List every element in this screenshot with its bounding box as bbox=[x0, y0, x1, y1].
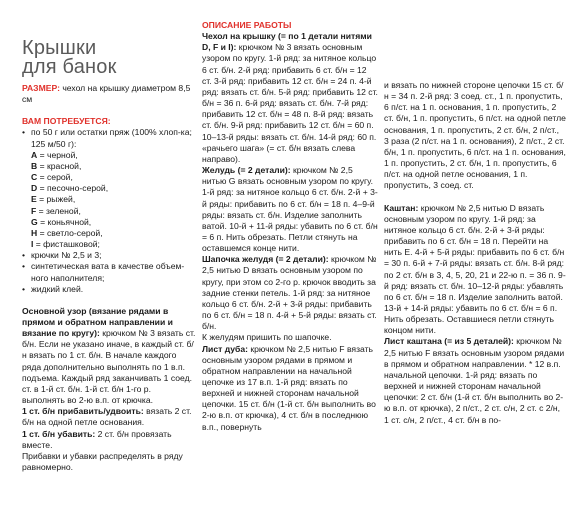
oak-leaf-paragraph bbox=[202, 344, 378, 433]
basic-pattern-text: крючком № 3 вязать ст. б/н. Если не указано иначе, в каждый ст. б/н вязать по 1 ст. б/н. В начале каждого ряда дополнительно выполнять по 1 в.п. подъема. Каждый ряд заканчивать 1 соед. ст. в 1-й ст. б/н. 1-й ст. б/н 1-го р. выполнять во 2-ю в.п. от крючка. bbox=[22, 328, 196, 406]
size-text: чехол на крышку диаметром 8,5 см bbox=[22, 83, 191, 105]
chestnut-leaf-text: крючком № 2,5 нитью F вязать основным узором рядами в прямом и обратном направлении. * 12 в.п. начальной цепочки. 1-й ряд: вязать по верхней и нижней сторонам начальной цепочки: 2 ст. б/н (1-й ст. б/н выполнить во 2-ю в.п. от крючка), 2 п/ст., 2 ст. с/н, 2 ст. с 2/н, 1 ст. с/н, 2 п/ст., 4 ст. б/н в по- bbox=[384, 336, 565, 425]
oak-leaf-title: Лист дуба: bbox=[202, 343, 248, 354]
basic-pattern-paragraph bbox=[22, 306, 196, 406]
color-item: H = светло-серой, bbox=[31, 227, 103, 238]
chestnut-leaf-paragraph bbox=[384, 336, 566, 425]
color-item: E = рыжей, bbox=[31, 194, 76, 205]
acorn-title: Желудь (= 2 детали): bbox=[202, 165, 291, 176]
decrease-title: 1 ст. б/н убавить: bbox=[22, 428, 96, 439]
color-item: I = фисташковой; bbox=[31, 239, 100, 250]
chestnut-text: крючком № 2,5 нитью D вязать основным узором по кругу. 1-й ряд: за нитяное кольцо 6 ст. б/н. 2-й + 3-й ряды: прибавить по 6 ст. б/н = 18 п. Перейти на нить E. 4-й + 5-й ряды: прибавить по 6 ст. б/н = 30 п. 6-й + 7-й ряды: вязать ст. б/н. 8-й ряд: по 2 ст. б/н в 3, 4, 5, 20, 21 и 22-ю п. = 36 п. 9-й ряд: вязать ст. б/н. 10–12-й ряды: убавлять по 6 ст. б/н = 18 п. Изделие заполнить ватой. 13-й + 14-й ряды: убавить по 6 ст. б/н = 6 п. Нить обрезать. Оставшиеся петли стянуть концом нити. bbox=[384, 202, 566, 336]
work-description-heading: ОПИСАНИЕ РАБОТЫ bbox=[202, 20, 292, 30]
cap-text: крючком № 2,5 нитью D вязать основным узором по кругу, при этом со 2-го р. крючок вводить за задние стенки петель. 1-й ряд: за нитяное кольцо 6 ст. б/н. 2-й + 3-й ряды: прибавить по 6 ст. б/н = 18 п. 4-й + 5-й ряды: вязать ст. б/н. bbox=[202, 254, 377, 332]
materials-yarn-item: • по 50 г или остатки пряж (100% хлоп-ка; 125 м/50 г): bbox=[22, 127, 196, 149]
color-item: B = красной, bbox=[31, 160, 82, 171]
cap-paragraph bbox=[202, 254, 378, 332]
oak-leaf-continuation: и вязать по нижней стороне цепочки 15 ст. б/н = 34 п. 2-й ряд: 3 соед. ст., 1 п. пропустить, 6 п/ст. на 1 п. основания, 1 п. пропустить, 2 ст. б/н, 1 п. пропустить, 6 п/ст. на одной петле основания, 1 п. пропустить, 2 ст. б/н, 2 п/ст., 3 раза (2 п/ст. на 1 п. основания), 2 п/ст., 2 ст. б/н, 1 п. пропустить, 6 п/ст. на 1 п. основания, 1 п. пропустить, 2 ст. б/н, 1 п. пропустить, 6 п/ст. на одной петле основания, 1 п. пропустить, 3 соед. ст. bbox=[384, 80, 566, 191]
acorn-paragraph bbox=[202, 165, 378, 254]
cap-title: Шапочка желудя (= 2 детали): bbox=[202, 254, 329, 265]
acorn-text: крючком № 2,5 нитью G вязать основным узором по кругу. 1-й ряд: за нитяное кольцо 6 ст. б/н. 2-й + 3-й ряды: прибавить по 6 ст. б/н = 18 п. 4–9-й ряды: вязать ст. б/н. Изделие заполнить ватой. 10-й + 11-й ряды: убавить по 6 ст. б/н = 6 п. Нить обрезать. Петли стянуть на оставшемся конце нити. bbox=[202, 165, 378, 254]
cover-text: крючком № 3 вязать основным узором по кругу. 1-й ряд: за нитяное кольцо 6 ст. б/н. 2-й ряд: прибавить 6 ст. б/н = 12 ст. 3-й ряд: прибавить 12 ст. б/н = 24 п. 4-й ряд: вязать ст. б/н. 5-й ряд: прибавить 12 ст. б/н = 36 п. 6-й ряд: вязать ст. б/н. 7-й ряд: прибавить 12 ст. б/н = 48 п. 8-й ряд: вязать ст. б/н. 9-й ряд: прибавить 12 ст. б/н = 60 п. 10–13-й ряды: вязать ст. б/н. 14-й ряд: 60 п. «рачьего шага» (= ст. б/н вязать слева направо). bbox=[202, 42, 378, 164]
color-item: F = зеленой, bbox=[31, 205, 81, 216]
cap-note: К желудям пришить по шапочке. bbox=[202, 332, 332, 343]
increase-text: вязать 2 ст. б/н на одной петле основания. bbox=[22, 406, 192, 428]
yarn-colors bbox=[22, 150, 196, 250]
column-2 bbox=[202, 20, 378, 433]
title-line-2: для банок bbox=[22, 56, 117, 78]
color-item: G = коньячной, bbox=[31, 216, 92, 227]
color-item: C = серой, bbox=[31, 172, 73, 183]
chestnut-title: Каштан: bbox=[384, 202, 419, 213]
materials-item: • крючки № 2,5 и 3; bbox=[22, 250, 196, 261]
distribution-note: Прибавки и убавки распределять в ряду равномерно. bbox=[22, 450, 183, 472]
title-line-1: Крышки bbox=[22, 37, 97, 59]
cover-paragraph bbox=[202, 31, 378, 165]
materials-extra-list bbox=[22, 250, 196, 295]
basic-pattern-title: Основной узор (вязание рядами в прямом и обратном направлении и вязание по кругу): bbox=[22, 305, 173, 339]
decrease-text: 2 ст. б/н провязать вместе. bbox=[22, 428, 172, 450]
chestnut-leaf-title: Лист каштана (= из 5 деталей): bbox=[384, 336, 514, 347]
column-1 bbox=[22, 39, 196, 473]
cover-title: Чехол на крышку (= по 1 детали нитями D, F и I): bbox=[202, 31, 372, 53]
oak-leaf-text: крючком № 2,5 нитью F вязать основным узором рядами в прямом и обратном направлении на начальной цепочке из 17 в.п. 1-й ряд: вязать по верхней и нижней сторонам начальной цепочки. 15 ст. б/н (1-й ст. б/н выполнить во 2-ю в.п. от крючка), 4 ст. б/н в последнюю в.п., повернуть bbox=[202, 343, 376, 432]
chestnut-paragraph bbox=[384, 203, 566, 337]
materials-list bbox=[22, 127, 196, 149]
materials-item: • синтетическая вата в качестве объем-ного наполнителя; bbox=[22, 261, 196, 283]
color-item: A = черной, bbox=[31, 149, 78, 160]
size-label: РАЗМЕР: bbox=[22, 83, 60, 93]
materials-heading: ВАМ ПОТРЕБУЕТСЯ: bbox=[22, 116, 111, 127]
decrease-paragraph bbox=[22, 429, 196, 451]
size-paragraph bbox=[22, 83, 196, 105]
column-3 bbox=[384, 80, 566, 426]
increase-title: 1 ст. б/н прибавить/удвоить: bbox=[22, 406, 144, 417]
color-item: D = песочно-серой, bbox=[31, 183, 109, 194]
materials-item: • жидкий клей. bbox=[22, 284, 196, 295]
increase-paragraph bbox=[22, 406, 196, 428]
